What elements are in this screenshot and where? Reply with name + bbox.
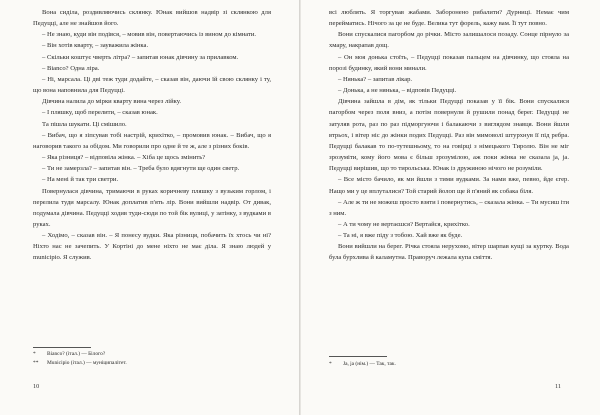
paragraph: – Яка різниця? – відповіла жінка. – Хіба це щось змінить? [42, 154, 206, 162]
page-number: 10 [33, 383, 40, 390]
paragraph: – Bianco? Одна ліра. [42, 64, 100, 72]
footnote-text: Bianco? (італ.) — Білого? [47, 351, 106, 357]
right-page [301, 0, 600, 415]
footnote-mark: ** [33, 360, 39, 366]
paragraph: – Он моя донька стоїть, – Педуцці показав пальцем на дівчинку, що стояла на порозі будинку, який вони минали. [329, 53, 569, 72]
footnote-divider [33, 347, 91, 348]
footnote [33, 359, 271, 368]
left-page-body [33, 7, 271, 264]
paragraph: – Все місто бачило, як ми йшли з тими вудками. За нами вже, певно, йде єгер. Нащо ми у це вплуталися? Той старий йолоп ще й п'яний як собака біля. [329, 176, 569, 195]
paragraph: – Вибач, що я зіпсував тобі настрій, крихітко, – промовив юнак. – Вибач, що я наговорив такого за обідом. Ми говорили про одне й те ж, але з різних боків. [33, 131, 271, 150]
left-page [0, 0, 299, 415]
paragraph: Дівчина зайшла в дім, як тільки Педуцці показав у її бік. Вони спускалися пагорбом через поля вниз, а потім повернули й рушили понад берег. Педуцці не затуляв рота, раз по раз підморгуючи і балакаючи з виглядом знавця. Вони йшли втрьох, і вітер ніс до жінки подих Педуцці. Раз він мимоволі штурхнув її під ребра. Педуцці балакав то по-тутешньому, то на говірці з німецького Тиролю. Він не міг зрозуміти, кому його мова є більш зрозумілою, аж поки жінка не сказала ja, ja. Педуцці вирішив, що то тирольська. Юнак із дружиною нічого не розуміли. [329, 98, 569, 173]
footnote-text: Municipio (італ.) — муніципалітет. [47, 360, 127, 366]
paragraph: – Ти не замерзла? – запитав він. – Треба було вдягнути ще один светр. [42, 165, 240, 173]
left-footnotes [33, 350, 271, 368]
paragraph: – Нянька? – запитав лікар. [338, 75, 413, 83]
paragraph: – Ні, марсала. Ці дві теж туди додайте, – сказав він, даючи їй свою склянку і ту, що вона наповнила для Педуцці. [33, 75, 271, 95]
paragraph: Та пішла шукати. Ці смішило. [42, 120, 127, 128]
right-page-body [329, 7, 569, 264]
paragraph: – Ходімо, – сказав він. – Я понесу вудки. Яка різниця, побачить їх хтось чи ні? Ніхто нас не зачепить. У Кортіні до мене ніхто не має діла. Я знаю людей у municipio. Я служив. [33, 232, 271, 262]
paragraph: – Але ж ти не можеш просто взяти і повернутись, – сказала жінка. – Ти мусиш іти з ним. [329, 198, 569, 217]
right-footnotes [329, 360, 569, 369]
paragraph: – І пляшку, щоб перелити, – сказав юнак. [42, 109, 158, 117]
paragraph: – Та ні, я вже піду з тобою. Хай вже як буде. [338, 232, 463, 240]
paragraph: Повернулася дівчина, тримаючи в руках коричневу пляшку з вузьким горлом, і перелила туди марсалу. Юнак доплатив п'ять лір. Вони вийшли надвір. От дивак, подумала дівчина. Педуцці ходив туди-сюди по той бік вулиці, у затінку, з вудками в руках. [33, 187, 271, 228]
paragraph: – Він хотів кварту, – зауважила жінка. [42, 42, 149, 50]
paragraph: Вони спускалися пагорбом до річки. Місто залишалося позаду. Сонце пірнуло за хмару, накрапав дощ. [329, 31, 569, 50]
footnote-text: Ja, ja (нім.) — Так, так. [343, 361, 396, 367]
paragraph: – А ти чому не вертаєшся? Вертайся, крихітко. [338, 220, 470, 228]
footnote-mark: * [33, 351, 36, 357]
paragraph: – Скільки коштує чверть літра? – запитав юнак дівчину за прилавком. [42, 53, 239, 61]
paragraph: Вона сиділа, роздивляючись склянку. Юнак вийшов надвір зі склянкою для Педуцці, але не знайшов його. [33, 9, 271, 28]
paragraph: – На мені й так три светри. [42, 176, 119, 184]
paragraph: всі люблять. Я торгував жабами. Заборонено рибалити? Дурниці. Немає чим перейматись. Нічого за це не буде. Велика тут форель, кажу вам. Її тут повно. [329, 9, 569, 28]
page-number: 11 [555, 383, 561, 390]
paragraph: – Донька, а не нянька, – відповів Педуцці. [338, 87, 457, 95]
paragraph: Вони вийшли на берег. Річка стояла нерухомо, вітер шарпав кущі за куртку. Вода була бурхлива й каламутна. Праворуч лежала купа сміття. [329, 243, 569, 262]
paragraph: Дівчина налила до мірки кварту вина через лійку. [42, 98, 182, 106]
footnote [33, 350, 271, 359]
footnote-divider [329, 356, 387, 357]
paragraph: – Не знаю, куди він подівся, – мовив він, повертаючись із вином до кімнати. [42, 31, 257, 39]
footnote [329, 360, 569, 369]
footnote-mark: * [329, 361, 332, 367]
